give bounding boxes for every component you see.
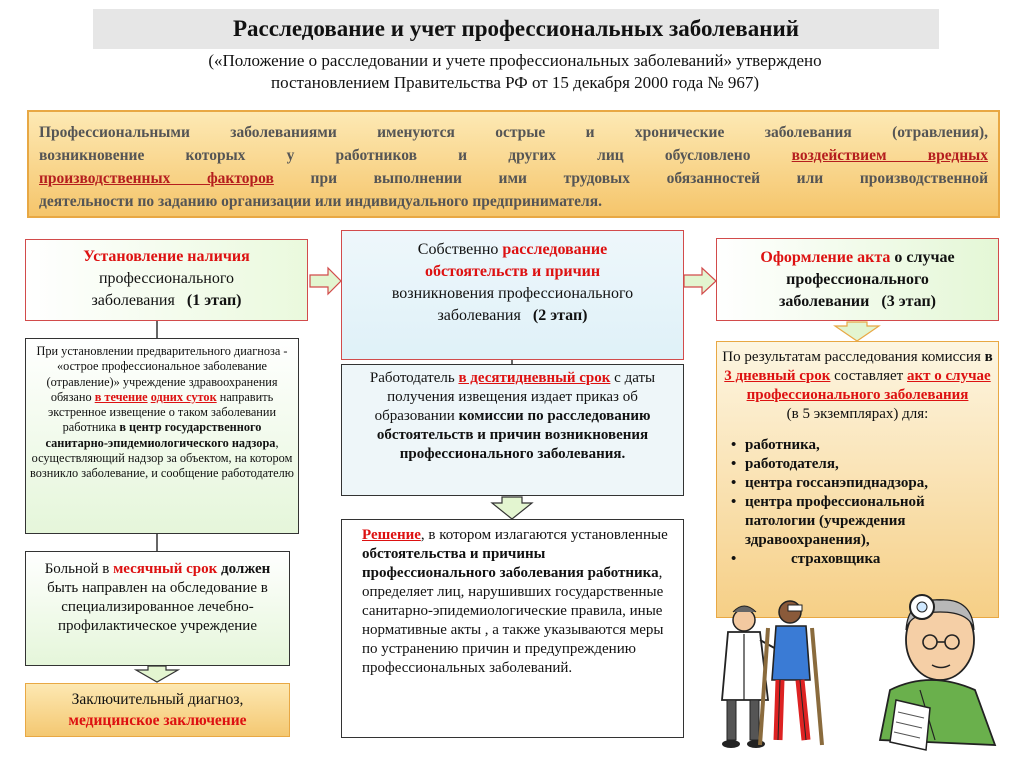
diagnosis-text: , осуществляющий надзор за объектом, на котором возникло заболевание, и сообщение работодателю xyxy=(30,435,294,481)
stage-1-text: заболевания xyxy=(91,292,175,309)
act-text: По результатам расследования комиссия xyxy=(722,349,985,365)
list-item: • работодателя, xyxy=(731,455,998,474)
decision-bold: обстоятельства и причины профессионального заболевания работника xyxy=(362,546,659,581)
list-item: • работника, xyxy=(731,436,998,455)
stage-2-label: (2 этап) xyxy=(532,307,588,324)
stage-2-highlight-2: обстоятельств и причин xyxy=(424,263,601,280)
diagnosis-text: При установлении предварительного диагноза - «острое профессиональное заболевание (отравление)» учреждение здравоохранения обязано xyxy=(36,344,288,404)
stage-3-label: (3 этап) xyxy=(881,293,937,310)
diagnosis-text: направить экстренное извещение о таком заболевании работника xyxy=(47,389,277,435)
employer-text: с даты получения извещения издает приказ об образовании xyxy=(374,370,656,424)
stage-2-highlight: расследование xyxy=(502,241,608,258)
definition-line-4: деятельности по заданию организации или индивидуального предпринимателя. xyxy=(39,193,602,210)
arrow-down-icon xyxy=(136,666,178,682)
arrow-down-icon xyxy=(492,497,532,519)
act-deadline: 3 дневный срок xyxy=(724,368,831,384)
employer-text: Работодатель xyxy=(369,370,459,386)
act-text: составляет xyxy=(830,368,907,384)
stage-3-line-2: профессионального xyxy=(786,271,929,288)
subtitle-line-2: постановлением Правительства РФ от 15 декабря 2000 года № 967) xyxy=(270,73,760,92)
referral-must: должен xyxy=(221,561,271,577)
referral-text: Больной в xyxy=(44,561,114,577)
page-title: Расследование и учет профессиональных заболеваний xyxy=(93,9,939,49)
definition-highlight: производственных факторов xyxy=(39,170,274,187)
definition-text: при выполнении ими трудовых обязанностей или производственной xyxy=(273,170,988,187)
act-highlight: акт о случае профессионального заболевания xyxy=(746,368,991,403)
diagnosis-recipient: в центр государственного санитарно-эпидемиологического надзора xyxy=(45,420,276,450)
definition-highlight: воздействием вредных xyxy=(791,147,988,164)
stage-1-highlight: Установление наличия xyxy=(83,248,250,265)
decision-highlight: Решение xyxy=(362,527,421,543)
arrow-down-icon xyxy=(835,322,879,341)
referral-text: быть направлен на обследование в специализированное лечебно-профилактическое учреждение xyxy=(47,580,268,634)
definition-text: возникновение которых у работников и других лиц обусловлено xyxy=(39,147,792,164)
arrow-right-icon xyxy=(310,268,341,294)
decision-text: , определяет лиц, нарушивших государственные санитарно-эпидемиологические правила, иные нормативные акты , а также указываются меры по устранению причин и предупреждению профессиональных заболеваний. xyxy=(362,565,664,676)
stage-1-line-2: профессионального xyxy=(98,270,234,287)
stage-3-highlight: Оформление акта xyxy=(760,249,891,266)
definition-line-1: Профессиональными заболеваниями именуются острые и хронические заболевания (отравления), xyxy=(39,124,988,141)
subtitle-line-1: («Положение о расследовании и учете профессиональных заболеваний» утверждено xyxy=(208,51,822,70)
medical-conclusion: медицинское заключение xyxy=(68,712,247,729)
stage-3-text: заболевании xyxy=(778,293,870,310)
stage-2-line-3: возникновения профессионального xyxy=(391,285,634,302)
stage-2-text: заболевания xyxy=(437,307,521,324)
doctor-mirror-illustration xyxy=(880,595,995,750)
final-diagnosis-line: Заключительный диагноз, xyxy=(71,691,244,708)
commission-text: комиссии по расследованию обстоятельств и причин возникновения профессионального заболевания. xyxy=(376,408,651,462)
stage-2-text: Собственно xyxy=(417,241,503,258)
decision-text: , в котором излагаются установленные xyxy=(420,527,668,543)
act-copies: (в 5 экземплярах) для: xyxy=(786,406,929,422)
referral-deadline: месячный срок xyxy=(113,561,218,577)
list-item: • страховщика xyxy=(731,550,998,569)
list-item: • центра госсанэпиднадзора, xyxy=(731,474,998,493)
stage-1-label: (1 этап) xyxy=(186,292,242,309)
arrow-right-icon xyxy=(684,268,716,294)
diagnosis-deadline: в течение xyxy=(94,389,148,404)
employer-deadline: в десятидневный срок xyxy=(458,370,611,386)
doctor-patient-illustration xyxy=(722,601,822,748)
diagnosis-deadline-2: одних суток xyxy=(150,389,217,404)
act-text-bold: в xyxy=(984,349,993,365)
list-item: • центра профессиональной патологии (учреждения здравоохранения), xyxy=(731,493,998,550)
stage-3-text: о случае xyxy=(890,249,955,266)
